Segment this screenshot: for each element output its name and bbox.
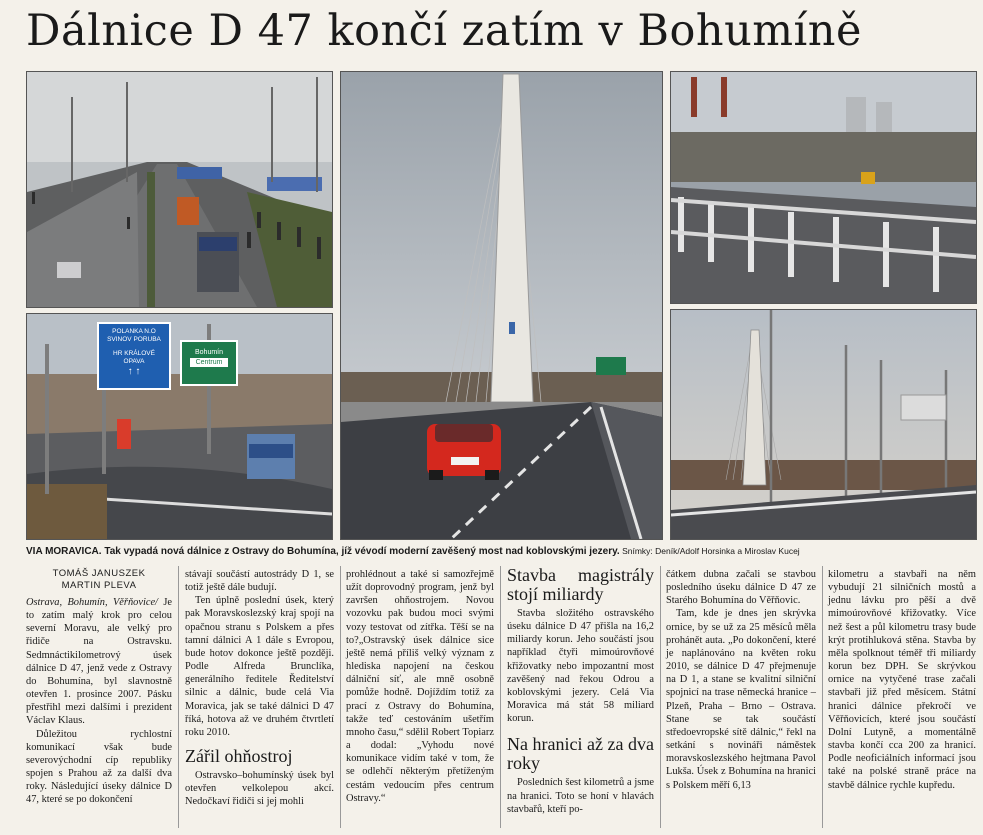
article-paragraph: Ostravsko–bohumínský úsek byl otevřen velkolepou akcí. Nedočkaví řidiči si jej mohli (185, 770, 334, 808)
caption-text: Tak vypadá nová dálnice z Ostravy do Bohumína, jíž vévodí moderní zavěšený most nad koblovskými jezery. (101, 546, 620, 557)
article-column-5 (666, 568, 816, 792)
headline: Dálnice D 47 končí zatím v Bohumíně (26, 6, 862, 56)
article-column-6 (828, 568, 976, 792)
photo-ramps-svg (671, 72, 976, 303)
paragraph-text: Je to zatím malý krok pro celou severní Moravu, ale velký pro řidiče na Ostravsku. Sedmnáctikilometrový úsek dálnice D 47, jenž vede z Ostravy do Bohumína, byl slavnostně otevřen 1. prosince 2007. Pásku přestřihl mezi dalšími i prezident Václav Klaus. (26, 597, 172, 727)
article-paragraph: Důležitou rychlostní komunikací však bude severovýchodní cíp republiky spojen s Prahou až za další dva roky. Následující úseky dálnice D 47, které se po dokončení (26, 728, 172, 806)
sign-green-panel (180, 340, 238, 386)
article-column-3 (346, 568, 494, 805)
dateline: Ostrava, Bohumín, Věřňovice/ (26, 597, 158, 608)
caption-lead: VIA MORAVICA. (26, 546, 102, 557)
sign-text: SVINOV PORUBA (107, 336, 161, 343)
article-column-2 (185, 568, 334, 809)
photo-pylon-svg (671, 310, 976, 539)
article-paragraph: Posledních šest kilometrů a jsme na hranici. Toto se honí v hlavách stavbařů, kteří po- (507, 777, 654, 815)
photo-caption (26, 546, 976, 557)
article-paragraph: prohlédnout a také si samozřejmě užít doprovodný program, jenž byl završen ohňostrojem. Novou vozovku pak budou moci svými vozy testovat od zítřka. Těší se na to?„Ostravský úsek dálnice sice ještě nemá příliš velký význam z hlediska napojení na českou dálniční síť, ale mně osobně pomůže hodně. Dojíždím totiž za prací z Ostravy do Bohumína, takže teď cestováním ušetřím mnoho času,“ sdělil Robert Topiarz a dodal: „Vyhodu nové komunikace vidím také v tom, že se odlehčí některým přetíženým cestám vedoucím přes centrum Ostravy.“ (346, 569, 494, 804)
subheading: Na hranici až za dva roky (507, 734, 654, 774)
subheading: Stavba magistrály stojí miliardy (507, 565, 654, 604)
sign-text: Bohumín (194, 349, 224, 356)
column-rule (500, 566, 501, 828)
article-paragraph: čátkem dubna začali se stavbou posledního úseku dálnice D 47 ze Starého Bohumína do Věřňovic. (666, 569, 816, 607)
author-name: TOMÁŠ JANUSZEK (52, 568, 146, 579)
photo-highway-svg (27, 72, 332, 307)
article-paragraph: Ten úplně poslední úsek, který pak Moravskoslezský kraj spojí na opačnou stranu s Polskem a přes tamní dálnici A 1 dále s Evropou, bude hotov dokonce ještě později. Podle Alfreda Brunclíka, generálního ředitele Ředitelství silnic a dálnic, bude celá Via Moravica, jak se také dálnici D 47 říká, hotova až ve druhém čtvrtletí roku 2010. (185, 595, 334, 738)
photo-bridge-red-car (340, 71, 663, 540)
author-name: MARTIN PLEVA (61, 580, 137, 591)
photo-bridge-ramps (670, 71, 977, 304)
column-rule (340, 566, 341, 828)
sign-text: POLANKA N.O (112, 328, 156, 335)
sign-text: OPAVA (123, 358, 145, 365)
sign-text: HR KRÁLOVÉ (113, 350, 155, 357)
column-rule (178, 566, 179, 828)
article-column-4 (507, 566, 654, 816)
photo-bridge-pylon (670, 309, 977, 540)
column-rule (822, 566, 823, 828)
article-paragraph: stávají součástí autostrády D 1, se totiž ještě dále budují. (185, 569, 334, 594)
article-paragraph: kilometru a stavbaři na něm vybudují 21 silničních mostů a jednu lávku pro pěší a dvě mimoúrovňové křižovatky. Více než šest a půl kilometru trasy bude krýt protihluková stěna. Stavba by měla spolknout téměř tři miliardy korun bez DPH. Se skrývkou ornice na vytyčené trase začali stavbaři již před měsícem. Státní hranici dálnice překročí ve Věřňovicích, které jsou součástí Dolní Lutyně, a momentálně stavba končí cca 200 za hranicí. Podle neoficiálních informací jsou také na polské straně práce na stavbě dálnice rychle kupředu. (828, 569, 976, 791)
article-paragraph: Tam, kde je dnes jen skrývka ornice, by se už za 25 měsíců měla prohánět auta. „Po dokončení, které je naplánováno na květen roku 2010, se dálnice D 47 přejmenuje na D 1, a stane se kvalitní silniční spojnicí na trase německá hranice – Plzeň, Praha – Brno – Ostrava. Stane se tak součástí středoevropské sítě dálnic,“ řekl na setkání s novináři náměstek moravskoslezského hejtmana Pavol Lukša. Úsek z Bohumína na hranici s Polskem měří 6,13 (666, 608, 816, 791)
sign-blue-panel (97, 322, 171, 390)
caption-credit: Snímky: Deník/Adolf Horsinka a Miroslav Kucej (619, 546, 800, 556)
sign-text: Centrum (190, 358, 228, 367)
red-car (427, 424, 501, 480)
arrow-up-icon: ↑ ↑ (127, 366, 141, 377)
column-rule (660, 566, 661, 828)
photo-bridge-svg (341, 72, 662, 539)
photo-highway-opening (26, 71, 333, 308)
article-column-1 (26, 568, 172, 807)
article-paragraph: Stavba složitého ostravského úseku dálnice D 47 přišla na 16,2 miliardy korun. Jeho součástí jsou například čtyři mimoúrovňové křižovatky nebo impozantní most zavěšený nad řekou Odrou a koblovskými jezery. Celá Via Moravica má stát 58 miliard korun. (507, 608, 654, 725)
subheading: Zářil ohňostroj (185, 746, 293, 767)
article-paragraph (26, 596, 172, 728)
